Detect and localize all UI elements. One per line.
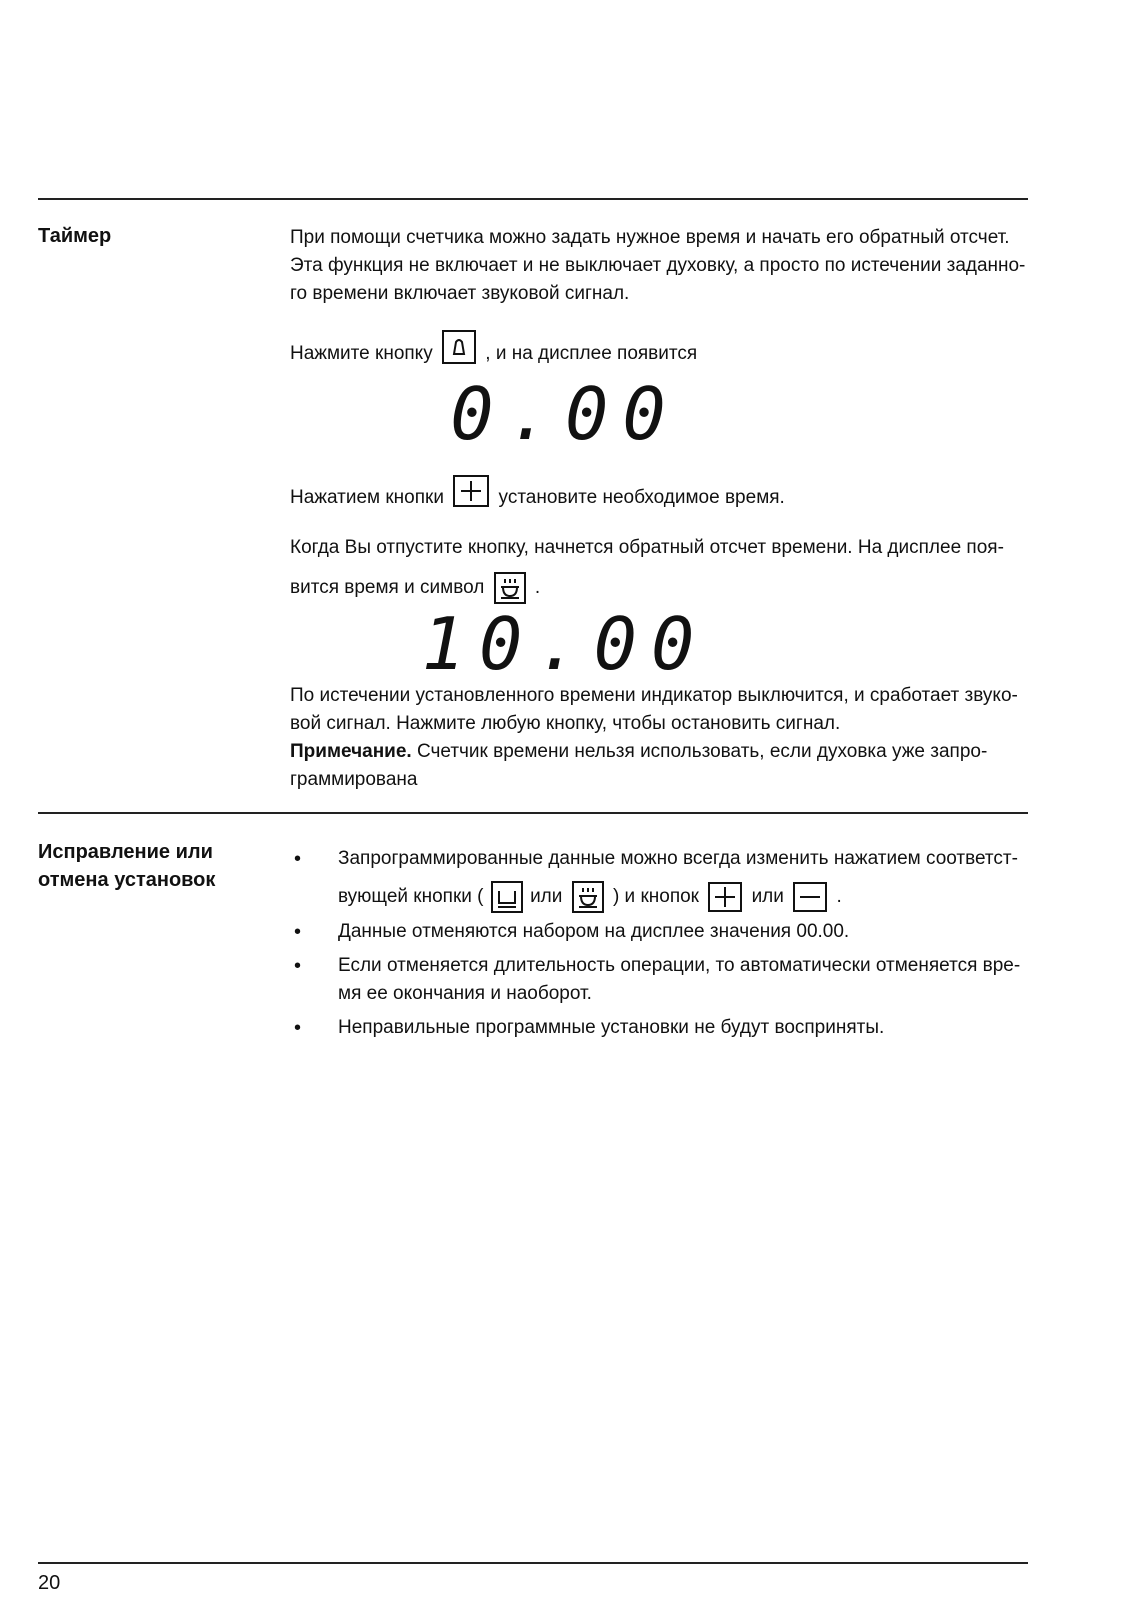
list-item-line: Запрограммированные данные можно всегда изменить нажатием соответст-: [338, 848, 1018, 869]
note-line: [290, 738, 1025, 766]
note-line: граммирована: [290, 769, 418, 790]
list-item: [290, 918, 1025, 946]
end-line: вой сигнал. Нажмите любую кнопку, чтобы остановить сигнал.: [290, 713, 841, 734]
bottom-rule: [38, 1562, 1028, 1564]
cooking-end-icon: [572, 881, 604, 913]
release-after-text: .: [534, 577, 541, 598]
release-text: [290, 528, 1025, 608]
release-line: Когда Вы отпустите кнопку, начнется обратный отсчет времени. На дисплее поя-: [290, 537, 1004, 558]
b1-text-e: .: [836, 886, 842, 907]
list-item: [290, 1014, 1025, 1042]
list-item-line: [338, 878, 1025, 916]
note-label: Примечание.: [290, 741, 412, 762]
display-zero: 0.00: [450, 372, 680, 456]
b1-text-d: или: [751, 886, 784, 907]
press-plus-line: [290, 484, 1025, 512]
b1-text-a: вующей кнопки (: [338, 886, 484, 907]
timer-intro-line: При помощи счетчика можно задать нужное время и начать его обратный отсчет.: [290, 227, 1010, 248]
release-before-text: вится время и символ: [290, 577, 485, 598]
page-number: 20: [38, 1572, 61, 1594]
plus-after-text: установите необходимое время.: [498, 487, 785, 508]
plus-before-text: Нажатием кнопки: [290, 487, 444, 508]
minus-icon: [793, 882, 827, 912]
press-after-text: , и на дисплее появится: [485, 343, 698, 364]
plus-icon: [453, 475, 489, 507]
press-before-text: Нажмите кнопку: [290, 343, 433, 364]
bullet-dot: •: [294, 955, 302, 977]
b1-text-b: или: [530, 886, 563, 907]
timer-intro: [290, 224, 1025, 308]
cooking-end-icon: [494, 572, 526, 604]
end-line: По истечении установленного времени индикатор выключится, и сработает звуко-: [290, 685, 1018, 706]
correction-list: [290, 840, 1025, 1042]
timer-end-text: [290, 682, 1025, 794]
plus-icon: [708, 882, 742, 912]
timer-intro-line: го времени включает звуковой сигнал.: [290, 283, 630, 304]
correction-heading-line: Исправление или: [38, 841, 213, 863]
list-item-line: Если отменяется длительность операции, то автоматически отменяется вре-: [338, 955, 1021, 976]
list-item: [290, 952, 1025, 1008]
bullet-dot: •: [294, 848, 302, 870]
top-rule: [38, 198, 1028, 200]
list-item-line: Неправильные программные установки не будут восприняты.: [338, 1017, 885, 1038]
list-item-line: мя ее окончания и наоборот.: [338, 983, 592, 1004]
section-rule: [38, 812, 1028, 814]
bullet-dot: •: [294, 921, 302, 943]
list-item: [290, 840, 1025, 916]
display-ten: 10.00: [421, 602, 709, 686]
cooking-duration-icon: [491, 881, 523, 913]
list-item-line: Данные отменяются набором на дисплее значения 00.00.: [338, 921, 850, 942]
timer-intro-line: Эта функция не включает и не выключает духовку, а просто по истечении заданно-: [290, 255, 1026, 276]
timer-heading: Таймер: [38, 225, 112, 247]
note-text: Счетчик времени нельзя использовать, если духовка уже запро-: [416, 741, 988, 762]
b1-text-c: ) и кнопок: [612, 886, 699, 907]
correction-heading-line: отмена установок: [38, 869, 216, 891]
bullet-dot: •: [294, 1017, 302, 1039]
correction-heading: [38, 838, 268, 894]
bell-icon: [442, 330, 476, 364]
press-bell-line: [290, 340, 1025, 368]
